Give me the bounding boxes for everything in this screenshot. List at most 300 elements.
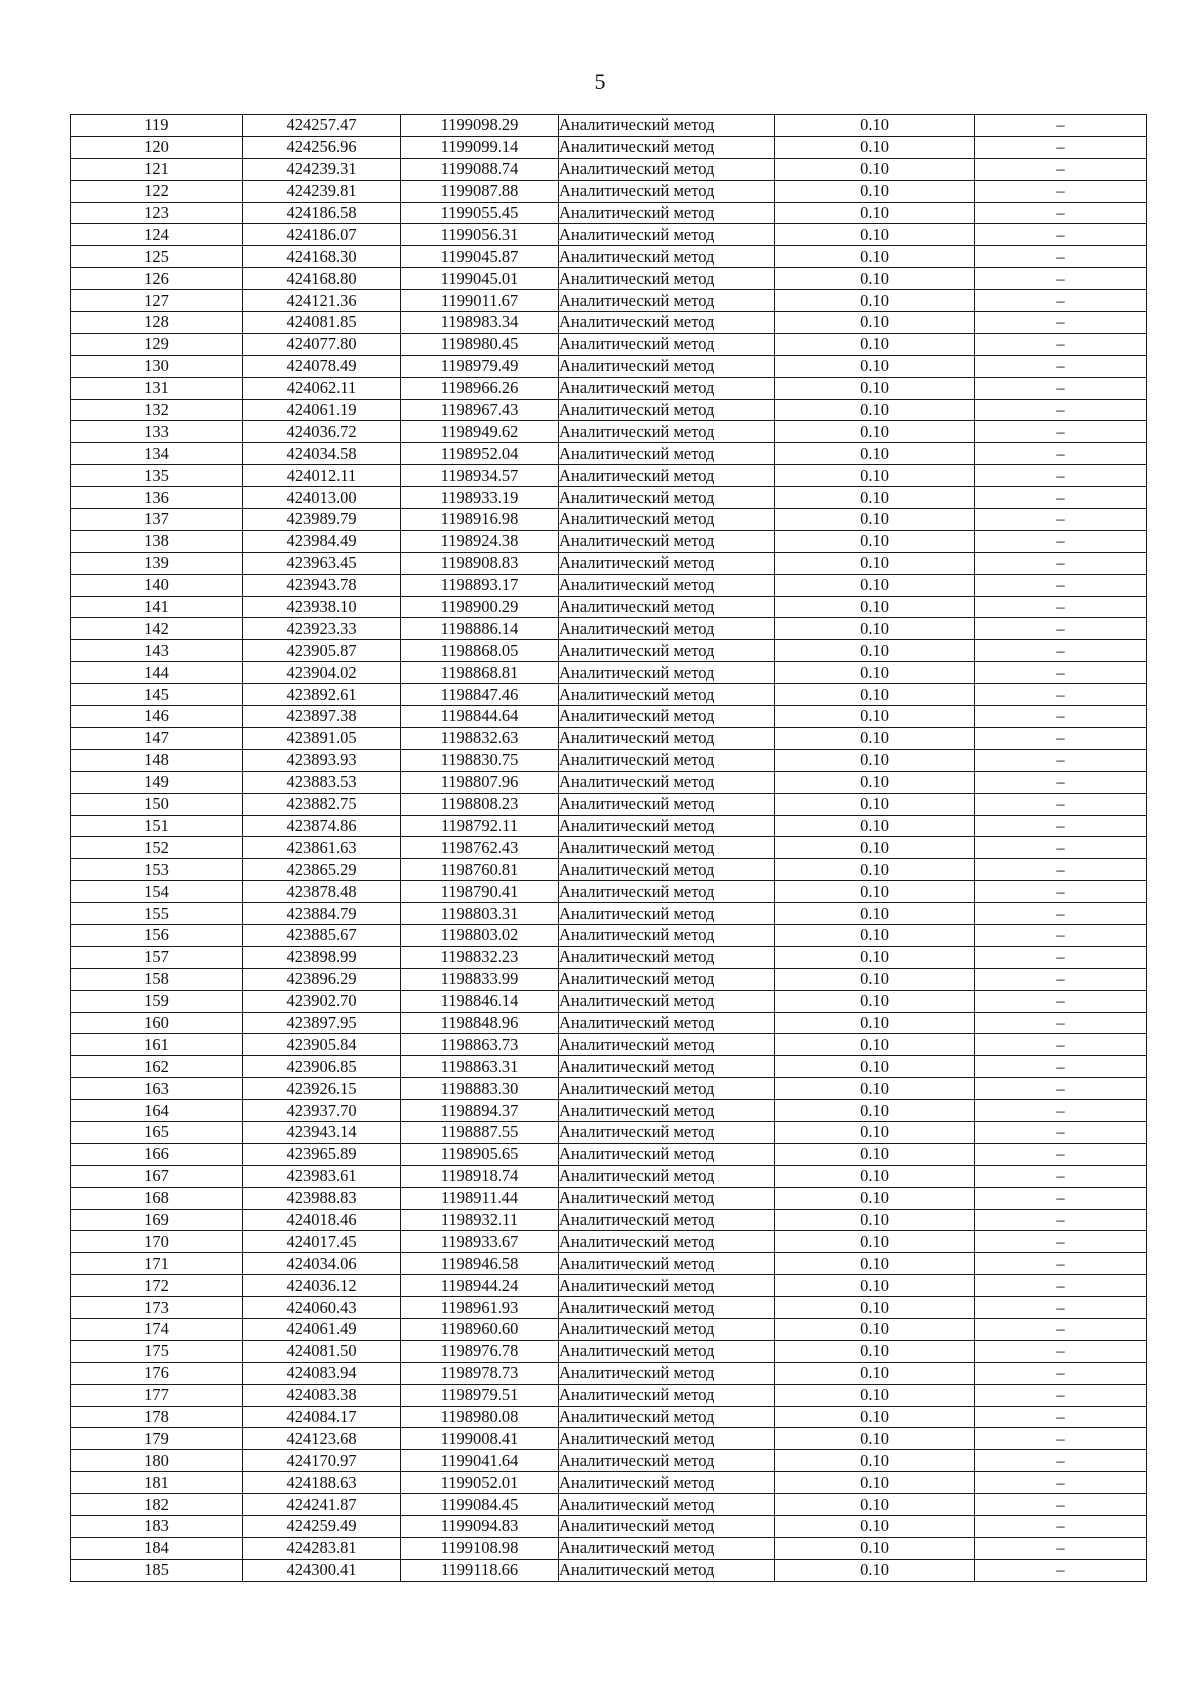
table-row — [71, 1559, 1147, 1581]
table-row — [71, 1253, 1147, 1275]
y-coordinate-cell: 1199041.64 — [401, 1450, 559, 1472]
note-cell: – — [975, 596, 1147, 618]
point-number-cell: 173 — [71, 1297, 243, 1319]
point-number-cell: 132 — [71, 399, 243, 421]
method-cell: Аналитический метод — [559, 946, 775, 968]
method-cell: Аналитический метод — [559, 793, 775, 815]
table-row — [71, 596, 1147, 618]
x-coordinate-cell: 424241.87 — [243, 1494, 401, 1516]
y-coordinate-cell: 1198803.31 — [401, 903, 559, 925]
point-number-cell: 154 — [71, 881, 243, 903]
table-row — [71, 443, 1147, 465]
note-cell: – — [975, 749, 1147, 771]
note-cell: – — [975, 158, 1147, 180]
note-cell: – — [975, 1384, 1147, 1406]
method-cell: Аналитический метод — [559, 1253, 775, 1275]
table-row — [71, 1472, 1147, 1494]
y-coordinate-cell: 1198908.83 — [401, 552, 559, 574]
method-cell: Аналитический метод — [559, 115, 775, 137]
x-coordinate-cell: 424081.50 — [243, 1340, 401, 1362]
accuracy-cell: 0.10 — [775, 487, 975, 509]
note-cell: – — [975, 530, 1147, 552]
note-cell: – — [975, 706, 1147, 728]
y-coordinate-cell: 1199094.83 — [401, 1516, 559, 1538]
point-number-cell: 182 — [71, 1494, 243, 1516]
method-cell: Аналитический метод — [559, 421, 775, 443]
note-cell: – — [975, 859, 1147, 881]
accuracy-cell: 0.10 — [775, 509, 975, 531]
table-row — [71, 1406, 1147, 1428]
accuracy-cell: 0.10 — [775, 1472, 975, 1494]
method-cell: Аналитический метод — [559, 924, 775, 946]
accuracy-cell: 0.10 — [775, 596, 975, 618]
y-coordinate-cell: 1198886.14 — [401, 618, 559, 640]
x-coordinate-cell: 423896.29 — [243, 968, 401, 990]
method-cell: Аналитический метод — [559, 1143, 775, 1165]
note-cell: – — [975, 1231, 1147, 1253]
accuracy-cell: 0.10 — [775, 1143, 975, 1165]
table-row — [71, 859, 1147, 881]
method-cell: Аналитический метод — [559, 1362, 775, 1384]
y-coordinate-cell: 1198868.81 — [401, 662, 559, 684]
table-row — [71, 1209, 1147, 1231]
accuracy-cell: 0.10 — [775, 136, 975, 158]
point-number-cell: 181 — [71, 1472, 243, 1494]
x-coordinate-cell: 424186.07 — [243, 224, 401, 246]
method-cell: Аналитический метод — [559, 640, 775, 662]
x-coordinate-cell: 424123.68 — [243, 1428, 401, 1450]
note-cell: – — [975, 662, 1147, 684]
note-cell: – — [975, 574, 1147, 596]
table-row — [71, 815, 1147, 837]
y-coordinate-cell: 1198918.74 — [401, 1165, 559, 1187]
y-coordinate-cell: 1199084.45 — [401, 1494, 559, 1516]
table-row — [71, 662, 1147, 684]
y-coordinate-cell: 1198808.23 — [401, 793, 559, 815]
note-cell: – — [975, 377, 1147, 399]
method-cell: Аналитический метод — [559, 1494, 775, 1516]
note-cell: – — [975, 333, 1147, 355]
table-row — [71, 465, 1147, 487]
method-cell: Аналитический метод — [559, 1121, 775, 1143]
note-cell: – — [975, 465, 1147, 487]
note-cell: – — [975, 1362, 1147, 1384]
accuracy-cell: 0.10 — [775, 903, 975, 925]
x-coordinate-cell: 423861.63 — [243, 837, 401, 859]
note-cell: – — [975, 246, 1147, 268]
accuracy-cell: 0.10 — [775, 1340, 975, 1362]
x-coordinate-cell: 424034.06 — [243, 1253, 401, 1275]
point-number-cell: 169 — [71, 1209, 243, 1231]
point-number-cell: 136 — [71, 487, 243, 509]
accuracy-cell: 0.10 — [775, 1078, 975, 1100]
accuracy-cell: 0.10 — [775, 706, 975, 728]
y-coordinate-cell: 1199011.67 — [401, 290, 559, 312]
table-row — [71, 1078, 1147, 1100]
table-row — [71, 903, 1147, 925]
y-coordinate-cell: 1198883.30 — [401, 1078, 559, 1100]
accuracy-cell: 0.10 — [775, 990, 975, 1012]
y-coordinate-cell: 1199108.98 — [401, 1537, 559, 1559]
method-cell: Аналитический метод — [559, 881, 775, 903]
method-cell: Аналитический метод — [559, 574, 775, 596]
x-coordinate-cell: 423885.67 — [243, 924, 401, 946]
note-cell: – — [975, 1121, 1147, 1143]
y-coordinate-cell: 1198832.63 — [401, 727, 559, 749]
accuracy-cell: 0.10 — [775, 618, 975, 640]
accuracy-cell: 0.10 — [775, 421, 975, 443]
x-coordinate-cell: 424239.81 — [243, 180, 401, 202]
point-number-cell: 121 — [71, 158, 243, 180]
note-cell: – — [975, 443, 1147, 465]
x-coordinate-cell: 424084.17 — [243, 1406, 401, 1428]
point-number-cell: 167 — [71, 1165, 243, 1187]
x-coordinate-cell: 424239.31 — [243, 158, 401, 180]
y-coordinate-cell: 1198916.98 — [401, 509, 559, 531]
accuracy-cell: 0.10 — [775, 333, 975, 355]
note-cell: – — [975, 290, 1147, 312]
accuracy-cell: 0.10 — [775, 881, 975, 903]
method-cell: Аналитический метод — [559, 749, 775, 771]
method-cell: Аналитический метод — [559, 618, 775, 640]
table-row — [71, 1318, 1147, 1340]
method-cell: Аналитический метод — [559, 1537, 775, 1559]
x-coordinate-cell: 424034.58 — [243, 443, 401, 465]
accuracy-cell: 0.10 — [775, 1034, 975, 1056]
method-cell: Аналитический метод — [559, 290, 775, 312]
y-coordinate-cell: 1198979.49 — [401, 355, 559, 377]
table-row — [71, 1340, 1147, 1362]
point-number-cell: 171 — [71, 1253, 243, 1275]
method-cell: Аналитический метод — [559, 465, 775, 487]
y-coordinate-cell: 1199098.29 — [401, 115, 559, 137]
point-number-cell: 152 — [71, 837, 243, 859]
x-coordinate-cell: 424170.97 — [243, 1450, 401, 1472]
note-cell: – — [975, 421, 1147, 443]
y-coordinate-cell: 1198803.02 — [401, 924, 559, 946]
note-cell: – — [975, 881, 1147, 903]
table-row — [71, 246, 1147, 268]
x-coordinate-cell: 423963.45 — [243, 552, 401, 574]
method-cell: Аналитический метод — [559, 1187, 775, 1209]
method-cell: Аналитический метод — [559, 968, 775, 990]
y-coordinate-cell: 1198792.11 — [401, 815, 559, 837]
point-number-cell: 124 — [71, 224, 243, 246]
note-cell: – — [975, 1056, 1147, 1078]
method-cell: Аналитический метод — [559, 1209, 775, 1231]
y-coordinate-cell: 1198979.51 — [401, 1384, 559, 1406]
y-coordinate-cell: 1198863.73 — [401, 1034, 559, 1056]
y-coordinate-cell: 1198978.73 — [401, 1362, 559, 1384]
note-cell: – — [975, 1100, 1147, 1122]
accuracy-cell: 0.10 — [775, 530, 975, 552]
accuracy-cell: 0.10 — [775, 224, 975, 246]
table-row — [71, 771, 1147, 793]
table-row — [71, 1034, 1147, 1056]
point-number-cell: 143 — [71, 640, 243, 662]
method-cell: Аналитический метод — [559, 1034, 775, 1056]
note-cell: – — [975, 487, 1147, 509]
coordinates-table — [70, 114, 1147, 1582]
x-coordinate-cell: 423943.78 — [243, 574, 401, 596]
method-cell: Аналитический метод — [559, 180, 775, 202]
point-number-cell: 146 — [71, 706, 243, 728]
point-number-cell: 151 — [71, 815, 243, 837]
point-number-cell: 170 — [71, 1231, 243, 1253]
y-coordinate-cell: 1198833.99 — [401, 968, 559, 990]
x-coordinate-cell: 424121.36 — [243, 290, 401, 312]
y-coordinate-cell: 1199045.01 — [401, 268, 559, 290]
point-number-cell: 142 — [71, 618, 243, 640]
method-cell: Аналитический метод — [559, 990, 775, 1012]
y-coordinate-cell: 1198760.81 — [401, 859, 559, 881]
table-row — [71, 990, 1147, 1012]
note-cell: – — [975, 968, 1147, 990]
method-cell: Аналитический метод — [559, 355, 775, 377]
point-number-cell: 164 — [71, 1100, 243, 1122]
accuracy-cell: 0.10 — [775, 1209, 975, 1231]
accuracy-cell: 0.10 — [775, 312, 975, 334]
table-row — [71, 1165, 1147, 1187]
point-number-cell: 147 — [71, 727, 243, 749]
x-coordinate-cell: 423865.29 — [243, 859, 401, 881]
method-cell: Аналитический метод — [559, 1275, 775, 1297]
method-cell: Аналитический метод — [559, 1100, 775, 1122]
x-coordinate-cell: 423891.05 — [243, 727, 401, 749]
table-row — [71, 1450, 1147, 1472]
x-coordinate-cell: 423884.79 — [243, 903, 401, 925]
note-cell: – — [975, 399, 1147, 421]
table-row — [71, 509, 1147, 531]
y-coordinate-cell: 1198983.34 — [401, 312, 559, 334]
x-coordinate-cell: 423878.48 — [243, 881, 401, 903]
y-coordinate-cell: 1198980.08 — [401, 1406, 559, 1428]
y-coordinate-cell: 1199087.88 — [401, 180, 559, 202]
table-row — [71, 312, 1147, 334]
table-row — [71, 1428, 1147, 1450]
point-number-cell: 174 — [71, 1318, 243, 1340]
note-cell: – — [975, 552, 1147, 574]
accuracy-cell: 0.10 — [775, 924, 975, 946]
x-coordinate-cell: 424083.38 — [243, 1384, 401, 1406]
x-coordinate-cell: 424013.00 — [243, 487, 401, 509]
note-cell: – — [975, 815, 1147, 837]
note-cell: – — [975, 1428, 1147, 1450]
y-coordinate-cell: 1198844.64 — [401, 706, 559, 728]
note-cell: – — [975, 202, 1147, 224]
y-coordinate-cell: 1198944.24 — [401, 1275, 559, 1297]
accuracy-cell: 0.10 — [775, 749, 975, 771]
accuracy-cell: 0.10 — [775, 1231, 975, 1253]
table-row — [71, 618, 1147, 640]
x-coordinate-cell: 424062.11 — [243, 377, 401, 399]
x-coordinate-cell: 423905.84 — [243, 1034, 401, 1056]
point-number-cell: 123 — [71, 202, 243, 224]
point-number-cell: 156 — [71, 924, 243, 946]
method-cell: Аналитический метод — [559, 509, 775, 531]
y-coordinate-cell: 1198932.11 — [401, 1209, 559, 1231]
point-number-cell: 163 — [71, 1078, 243, 1100]
y-coordinate-cell: 1199008.41 — [401, 1428, 559, 1450]
point-number-cell: 155 — [71, 903, 243, 925]
point-number-cell: 127 — [71, 290, 243, 312]
note-cell: – — [975, 224, 1147, 246]
accuracy-cell: 0.10 — [775, 968, 975, 990]
point-number-cell: 129 — [71, 333, 243, 355]
accuracy-cell: 0.10 — [775, 1406, 975, 1428]
method-cell: Аналитический метод — [559, 158, 775, 180]
method-cell: Аналитический метод — [559, 530, 775, 552]
x-coordinate-cell: 423897.38 — [243, 706, 401, 728]
coordinates-table-body — [71, 115, 1147, 1582]
accuracy-cell: 0.10 — [775, 640, 975, 662]
x-coordinate-cell: 423984.49 — [243, 530, 401, 552]
note-cell: – — [975, 903, 1147, 925]
method-cell: Аналитический метод — [559, 727, 775, 749]
point-number-cell: 141 — [71, 596, 243, 618]
point-number-cell: 161 — [71, 1034, 243, 1056]
y-coordinate-cell: 1198848.96 — [401, 1012, 559, 1034]
x-coordinate-cell: 423905.87 — [243, 640, 401, 662]
point-number-cell: 176 — [71, 1362, 243, 1384]
note-cell: – — [975, 1340, 1147, 1362]
method-cell: Аналитический метод — [559, 859, 775, 881]
point-number-cell: 131 — [71, 377, 243, 399]
x-coordinate-cell: 424300.41 — [243, 1559, 401, 1581]
point-number-cell: 158 — [71, 968, 243, 990]
y-coordinate-cell: 1198807.96 — [401, 771, 559, 793]
y-coordinate-cell: 1198976.78 — [401, 1340, 559, 1362]
accuracy-cell: 0.10 — [775, 1100, 975, 1122]
y-coordinate-cell: 1198960.60 — [401, 1318, 559, 1340]
table-row — [71, 487, 1147, 509]
table-row — [71, 421, 1147, 443]
method-cell: Аналитический метод — [559, 1165, 775, 1187]
note-cell: – — [975, 1318, 1147, 1340]
method-cell: Аналитический метод — [559, 1340, 775, 1362]
x-coordinate-cell: 423989.79 — [243, 509, 401, 531]
x-coordinate-cell: 424061.49 — [243, 1318, 401, 1340]
point-number-cell: 175 — [71, 1340, 243, 1362]
table-row — [71, 946, 1147, 968]
method-cell: Аналитический метод — [559, 312, 775, 334]
table-row — [71, 1362, 1147, 1384]
method-cell: Аналитический метод — [559, 1318, 775, 1340]
x-coordinate-cell: 423883.53 — [243, 771, 401, 793]
y-coordinate-cell: 1198847.46 — [401, 684, 559, 706]
x-coordinate-cell: 423983.61 — [243, 1165, 401, 1187]
x-coordinate-cell: 423893.93 — [243, 749, 401, 771]
accuracy-cell: 0.10 — [775, 1275, 975, 1297]
note-cell: – — [975, 1494, 1147, 1516]
point-number-cell: 140 — [71, 574, 243, 596]
y-coordinate-cell: 1198863.31 — [401, 1056, 559, 1078]
y-coordinate-cell: 1199055.45 — [401, 202, 559, 224]
method-cell: Аналитический метод — [559, 903, 775, 925]
x-coordinate-cell: 423882.75 — [243, 793, 401, 815]
table-row — [71, 377, 1147, 399]
y-coordinate-cell: 1198934.57 — [401, 465, 559, 487]
method-cell: Аналитический метод — [559, 552, 775, 574]
point-number-cell: 139 — [71, 552, 243, 574]
note-cell: – — [975, 268, 1147, 290]
point-number-cell: 160 — [71, 1012, 243, 1034]
y-coordinate-cell: 1198905.65 — [401, 1143, 559, 1165]
accuracy-cell: 0.10 — [775, 946, 975, 968]
page-number: 5 — [594, 69, 606, 94]
accuracy-cell: 0.10 — [775, 1559, 975, 1581]
point-number-cell: 130 — [71, 355, 243, 377]
table-row — [71, 640, 1147, 662]
table-row — [71, 1537, 1147, 1559]
table-row — [71, 1384, 1147, 1406]
point-number-cell: 134 — [71, 443, 243, 465]
point-number-cell: 125 — [71, 246, 243, 268]
table-row — [71, 1297, 1147, 1319]
y-coordinate-cell: 1198933.19 — [401, 487, 559, 509]
note-cell: – — [975, 1516, 1147, 1538]
table-row — [71, 530, 1147, 552]
method-cell: Аналитический метод — [559, 1406, 775, 1428]
accuracy-cell: 0.10 — [775, 377, 975, 399]
x-coordinate-cell: 424283.81 — [243, 1537, 401, 1559]
note-cell: – — [975, 640, 1147, 662]
accuracy-cell: 0.10 — [775, 202, 975, 224]
y-coordinate-cell: 1198830.75 — [401, 749, 559, 771]
point-number-cell: 157 — [71, 946, 243, 968]
y-coordinate-cell: 1198949.62 — [401, 421, 559, 443]
point-number-cell: 183 — [71, 1516, 243, 1538]
method-cell: Аналитический метод — [559, 487, 775, 509]
note-cell: – — [975, 312, 1147, 334]
x-coordinate-cell: 424017.45 — [243, 1231, 401, 1253]
point-number-cell: 126 — [71, 268, 243, 290]
point-number-cell: 184 — [71, 1537, 243, 1559]
point-number-cell: 145 — [71, 684, 243, 706]
y-coordinate-cell: 1199099.14 — [401, 136, 559, 158]
x-coordinate-cell: 424083.94 — [243, 1362, 401, 1384]
y-coordinate-cell: 1198790.41 — [401, 881, 559, 903]
table-row — [71, 1121, 1147, 1143]
x-coordinate-cell: 424012.11 — [243, 465, 401, 487]
method-cell: Аналитический метод — [559, 815, 775, 837]
accuracy-cell: 0.10 — [775, 684, 975, 706]
method-cell: Аналитический метод — [559, 399, 775, 421]
accuracy-cell: 0.10 — [775, 355, 975, 377]
point-number-cell: 179 — [71, 1428, 243, 1450]
note-cell: – — [975, 1297, 1147, 1319]
x-coordinate-cell: 423926.15 — [243, 1078, 401, 1100]
x-coordinate-cell: 424256.96 — [243, 136, 401, 158]
point-number-cell: 185 — [71, 1559, 243, 1581]
method-cell: Аналитический метод — [559, 1450, 775, 1472]
point-number-cell: 120 — [71, 136, 243, 158]
table-row — [71, 684, 1147, 706]
table-row — [71, 158, 1147, 180]
accuracy-cell: 0.10 — [775, 443, 975, 465]
table-row — [71, 837, 1147, 859]
method-cell: Аналитический метод — [559, 1078, 775, 1100]
method-cell: Аналитический метод — [559, 1056, 775, 1078]
x-coordinate-cell: 424186.58 — [243, 202, 401, 224]
note-cell: – — [975, 1559, 1147, 1581]
accuracy-cell: 0.10 — [775, 1494, 975, 1516]
method-cell: Аналитический метод — [559, 1231, 775, 1253]
y-coordinate-cell: 1198980.45 — [401, 333, 559, 355]
accuracy-cell: 0.10 — [775, 727, 975, 749]
point-number-cell: 177 — [71, 1384, 243, 1406]
method-cell: Аналитический метод — [559, 268, 775, 290]
